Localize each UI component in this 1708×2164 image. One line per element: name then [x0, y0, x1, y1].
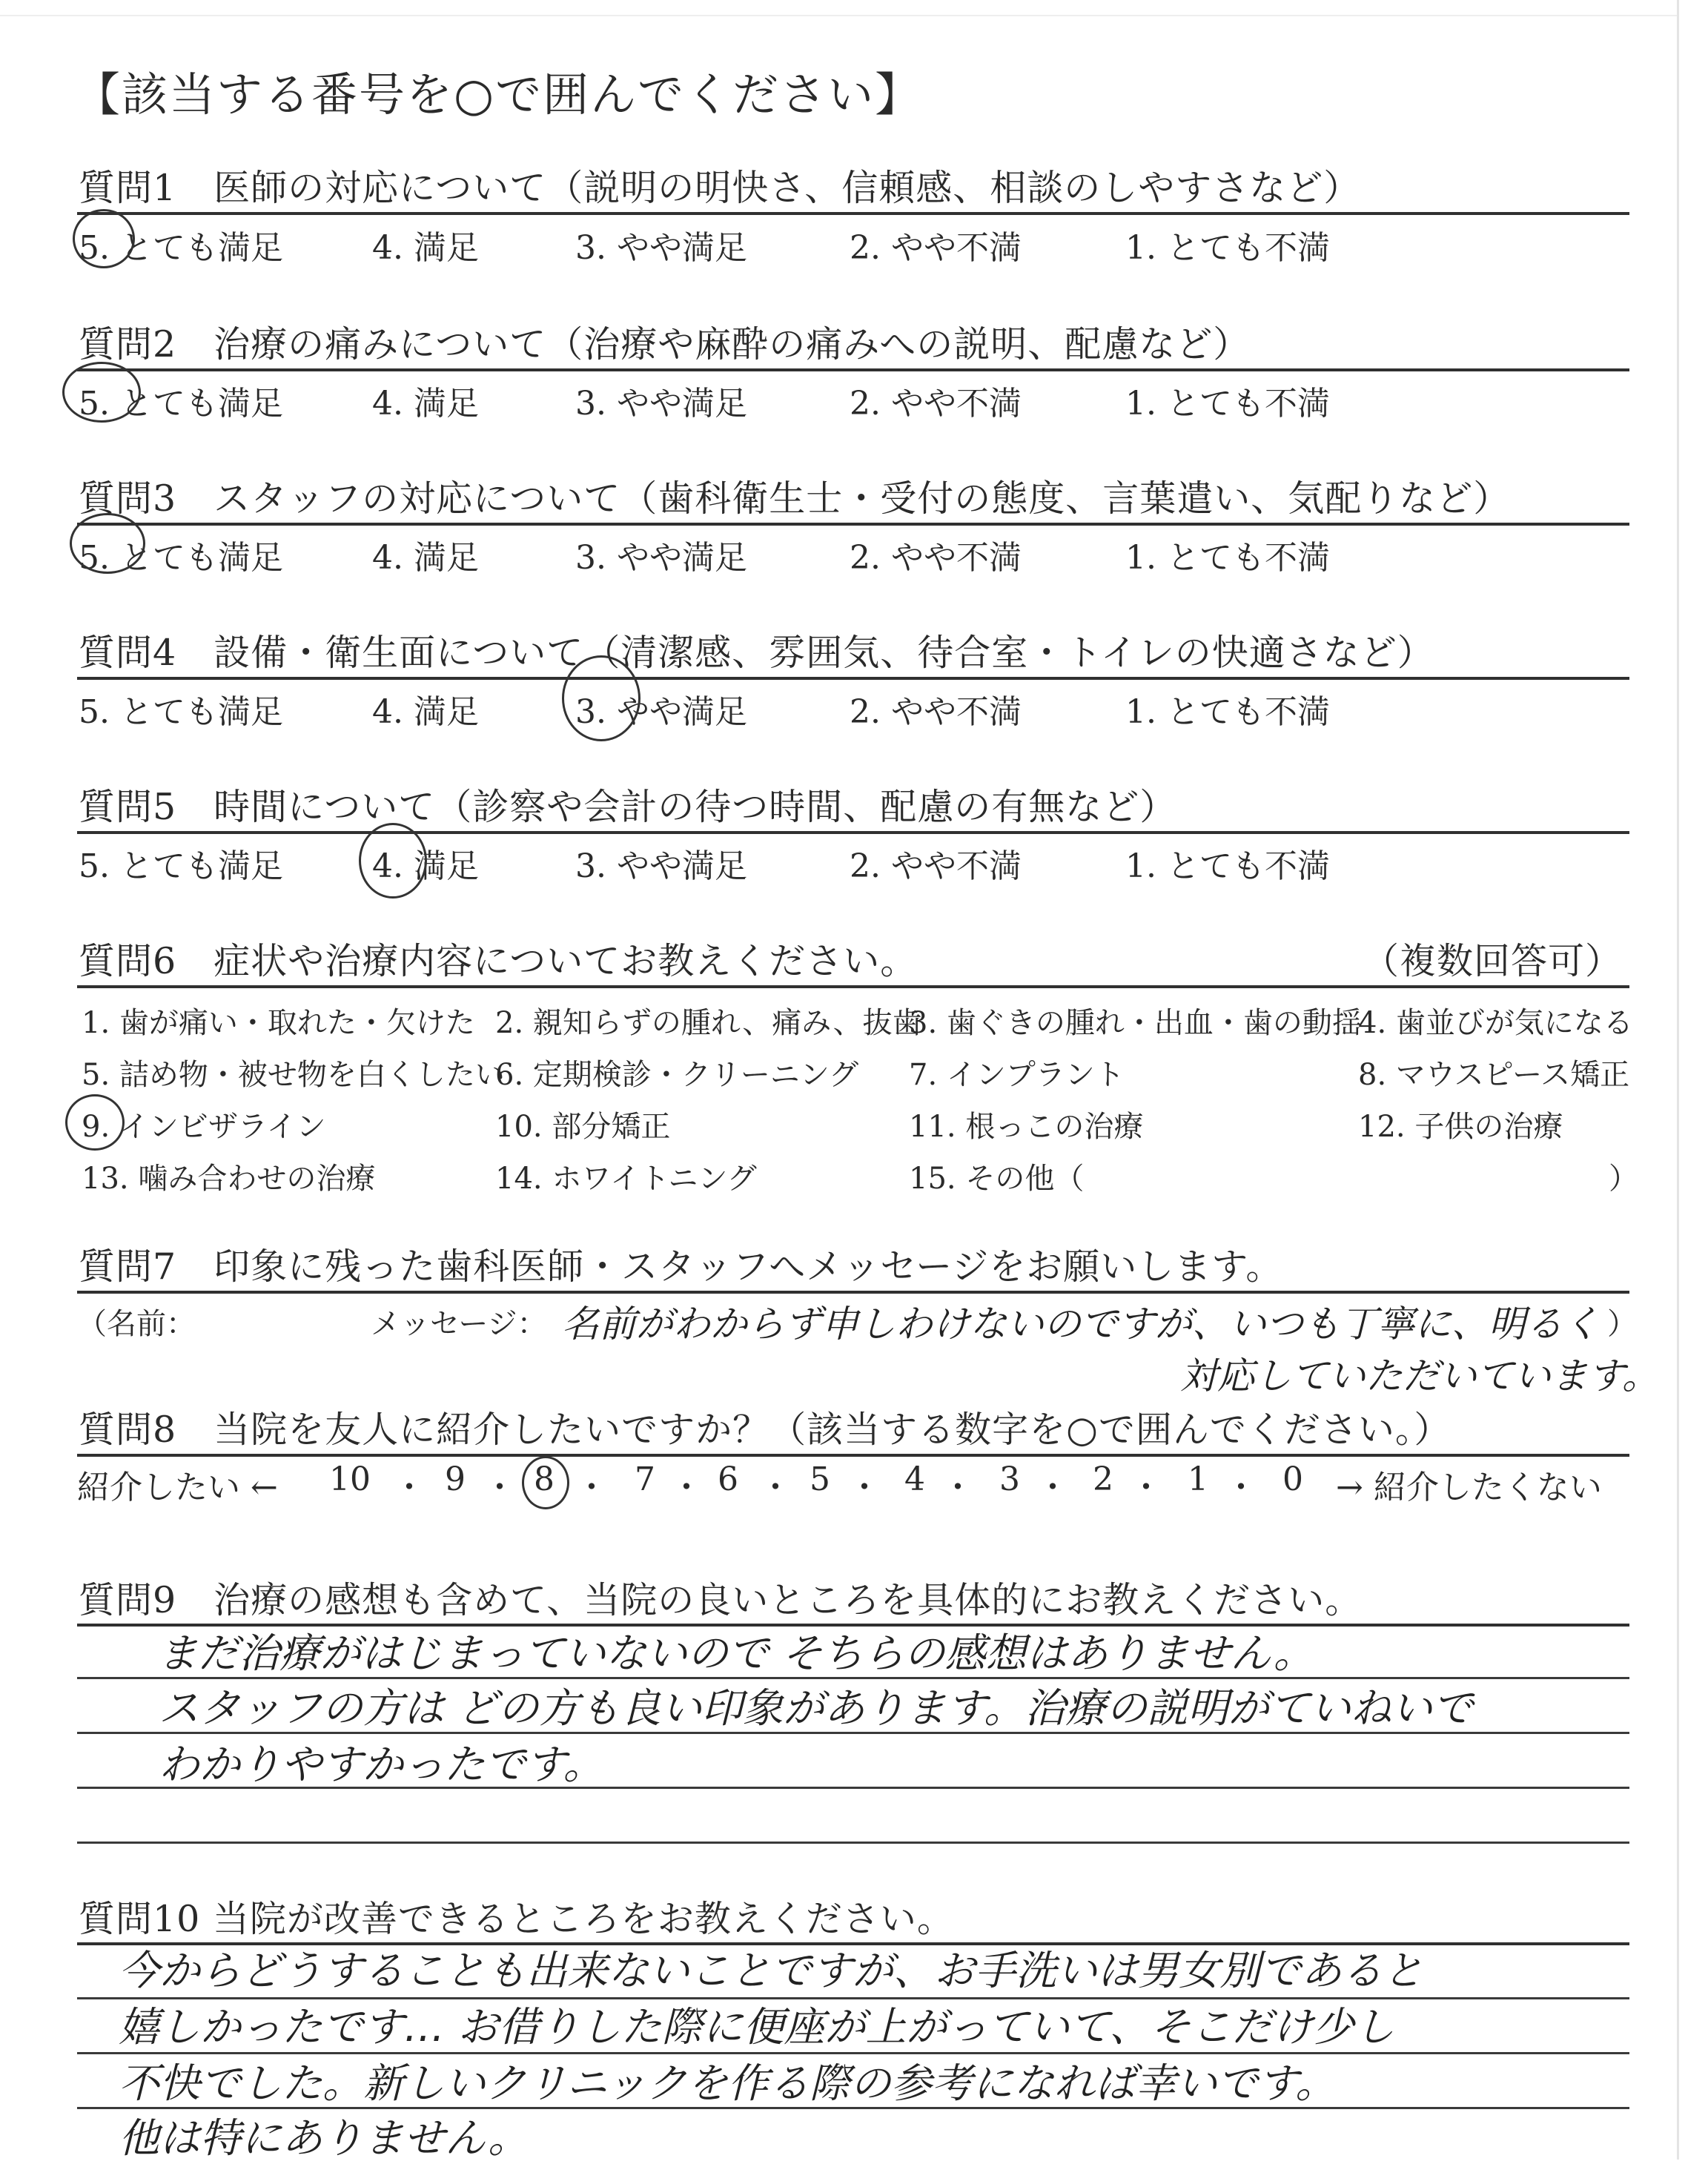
- question-7-title: 質問7 印象に残った歯科医師・スタッフへメッセージをお願いします。: [79, 1245, 1283, 1288]
- message-handwriting-line-2: 対応していただいています。: [1180, 1354, 1659, 1397]
- question-1-rule: [77, 212, 1629, 215]
- scale-dot: ・: [575, 1469, 608, 1506]
- option-4[interactable]: 4. 満足: [372, 385, 479, 423]
- question-6-rule: [77, 985, 1629, 988]
- option-1[interactable]: 1. とても不満: [1125, 229, 1330, 267]
- selection-circle: [65, 1094, 125, 1151]
- scale-2[interactable]: 2: [1093, 1460, 1113, 1498]
- scale-3[interactable]: 3: [999, 1460, 1020, 1498]
- question-3-title: 質問3 スタッフの対応について（歯科衛生士・受付の態度、言葉遣い、気配りなど）: [79, 477, 1511, 520]
- scale-7[interactable]: 7: [635, 1460, 655, 1498]
- q10-answer-line-1: 今からどうすることも出来ないことですが、お手洗いは男女別であると: [119, 1947, 1424, 1994]
- symptom-option-2[interactable]: 2. 親知らずの腫れ、痛み、抜歯: [495, 1006, 922, 1040]
- question-2-rule: [77, 368, 1629, 371]
- message-close-paren: ）: [1607, 1307, 1637, 1341]
- symptom-option-3[interactable]: 3. 歯ぐきの腫れ・出血・歯の動揺: [909, 1006, 1362, 1040]
- symptom-option-14[interactable]: 14. ホワイトニング: [495, 1162, 757, 1196]
- symptom-option-6[interactable]: 6. 定期検診・クリーニング: [495, 1058, 859, 1092]
- symptom-option-15[interactable]: 15. その他（: [909, 1162, 1085, 1196]
- scale-6[interactable]: 6: [718, 1460, 738, 1498]
- scale-dot: ・: [1225, 1469, 1257, 1506]
- scale-dot: ・: [670, 1469, 703, 1506]
- option-1[interactable]: 1. とても不満: [1125, 539, 1330, 577]
- question-5-title: 質問5 時間について（診察や会計の待つ時間、配慮の有無など）: [79, 786, 1177, 828]
- symptom-option-15-close: ）: [1609, 1162, 1638, 1196]
- symptom-option-5[interactable]: 5. 詰め物・被せ物を白くしたい: [82, 1058, 505, 1092]
- question-10-title: 質問10 当院が改善できるところをお教えください。: [79, 1898, 954, 1940]
- symptom-option-11[interactable]: 11. 根っこの治療: [909, 1110, 1144, 1144]
- q10-answer-line-4: 他は特にありません。: [119, 2114, 529, 2162]
- symptom-option-13[interactable]: 13. 噛み合わせの治療: [82, 1162, 376, 1196]
- option-5[interactable]: 5. とても満足: [79, 539, 283, 577]
- option-4[interactable]: 4. 満足: [372, 539, 479, 577]
- name-label: （名前：: [77, 1307, 196, 1341]
- scale-8[interactable]: 8: [534, 1460, 555, 1498]
- symptom-option-9[interactable]: 9. インビザライン: [82, 1110, 326, 1144]
- question-7-rule: [77, 1291, 1629, 1294]
- symptom-option-1[interactable]: 1. 歯が痛い・取れた・欠けた: [82, 1006, 475, 1040]
- symptom-option-4[interactable]: 4. 歯並びが気になる: [1358, 1006, 1633, 1040]
- message-handwriting-line-1: 名前がわからず申しわけないのですが、いつも丁寧に、明るく: [562, 1303, 1600, 1346]
- question-8-title: 質問8 当院を友人に紹介したいですか？（該当する数字を○で囲んでください。）: [79, 1409, 1452, 1451]
- symptom-option-12[interactable]: 12. 子供の治療: [1358, 1110, 1563, 1144]
- message-label: メッセージ：: [371, 1307, 547, 1341]
- selection-circle: [70, 513, 145, 574]
- question-6-title: 質問6 症状や治療内容についてお教えください。: [79, 940, 918, 982]
- scale-dot: ・: [1130, 1469, 1162, 1506]
- scale-4[interactable]: 4: [904, 1460, 925, 1498]
- q10-answer-line-2: 嬉しかったです… お借りした際に便座が上がっていて、そこだけ少し: [119, 2003, 1395, 2051]
- option-5[interactable]: 5. とても満足: [79, 693, 283, 731]
- q9-answer-line-3: わかりやすかったです。: [159, 1741, 604, 1788]
- scale-dot: ・: [941, 1469, 974, 1506]
- question-1-title: 質問1 医師の対応について（説明の明快さ、信頼感、相談のしやすさなど）: [79, 167, 1361, 209]
- symptom-option-10[interactable]: 10. 部分矯正: [495, 1110, 671, 1144]
- question-3-rule: [77, 523, 1629, 526]
- option-3[interactable]: 3. やや満足: [575, 385, 747, 423]
- answer-line: [77, 1842, 1629, 1844]
- scale-dot: ・: [759, 1469, 792, 1506]
- selection-circle: [562, 655, 640, 741]
- scale-dot: ・: [483, 1469, 516, 1506]
- scale-right-label: → 紹介したくない: [1336, 1469, 1602, 1506]
- option-3[interactable]: 3. やや満足: [575, 229, 747, 267]
- scale-0[interactable]: 0: [1282, 1460, 1303, 1498]
- scan-right-edge: [1677, 0, 1679, 2160]
- selection-circle: [73, 209, 135, 268]
- scale-dot: ・: [393, 1469, 426, 1506]
- page-title: 【該当する番号を○で囲んでください】: [74, 67, 923, 122]
- symptom-option-8[interactable]: 8. マウスピース矯正: [1358, 1058, 1630, 1092]
- question-4-rule: [77, 677, 1629, 680]
- option-3[interactable]: 3. やや満足: [575, 847, 747, 885]
- scale-left-label: 紹介したい ←: [77, 1469, 278, 1506]
- scale-9[interactable]: 9: [445, 1460, 466, 1498]
- option-2[interactable]: 2. やや不満: [850, 847, 1022, 885]
- question-2-title: 質問2 治療の痛みについて（治療や麻酔の痛みへの説明、配慮など）: [79, 323, 1251, 365]
- option-2[interactable]: 2. やや不満: [850, 539, 1022, 577]
- scale-dot: ・: [1036, 1469, 1069, 1506]
- q10-answer-line-3: 不快でした。新しいクリニックを作る際の参考になれば幸いです。: [119, 2059, 1337, 2107]
- question-6-note: （複数回答可）: [1363, 940, 1623, 982]
- scale-10[interactable]: 10: [329, 1460, 371, 1498]
- option-4[interactable]: 4. 満足: [372, 847, 479, 885]
- option-5[interactable]: 5. とても満足: [79, 385, 283, 423]
- option-3[interactable]: 3. やや満足: [575, 539, 747, 577]
- question-4-title: 質問4 設備・衛生面について（清潔感、雰囲気、待合室・トイレの快適さなど）: [79, 632, 1434, 674]
- scale-1[interactable]: 1: [1188, 1460, 1208, 1498]
- scale-dot: ・: [848, 1469, 881, 1506]
- scan-top-edge: [0, 15, 1677, 16]
- option-2[interactable]: 2. やや不満: [850, 229, 1022, 267]
- option-5[interactable]: 5. とても満足: [79, 229, 283, 267]
- option-4[interactable]: 4. 満足: [372, 693, 479, 731]
- option-2[interactable]: 2. やや不満: [850, 385, 1022, 423]
- option-5[interactable]: 5. とても満足: [79, 847, 283, 885]
- option-1[interactable]: 1. とても不満: [1125, 385, 1330, 423]
- q9-answer-line-1: まだ治療がはじまっていないので そちらの感想はありません。: [157, 1629, 1314, 1677]
- q9-answer-line-2: スタッフの方は どの方も良い印象があります。治療の説明がていねいで: [159, 1684, 1474, 1732]
- question-9-title: 質問9 治療の感想も含めて、当院の良いところを具体的にお教えください。: [79, 1579, 1363, 1621]
- option-2[interactable]: 2. やや不満: [850, 693, 1022, 731]
- selection-circle: [62, 362, 141, 423]
- option-1[interactable]: 1. とても不満: [1125, 693, 1330, 731]
- question-8-rule: [77, 1454, 1629, 1457]
- question-5-rule: [77, 831, 1629, 834]
- selection-circle: [522, 1456, 569, 1509]
- option-3[interactable]: 3. やや満足: [575, 693, 747, 731]
- scale-5[interactable]: 5: [810, 1460, 830, 1498]
- selection-circle: [359, 823, 427, 899]
- option-1[interactable]: 1. とても不満: [1125, 847, 1330, 885]
- option-4[interactable]: 4. 満足: [372, 229, 479, 267]
- symptom-option-7[interactable]: 7. インプラント: [909, 1058, 1125, 1092]
